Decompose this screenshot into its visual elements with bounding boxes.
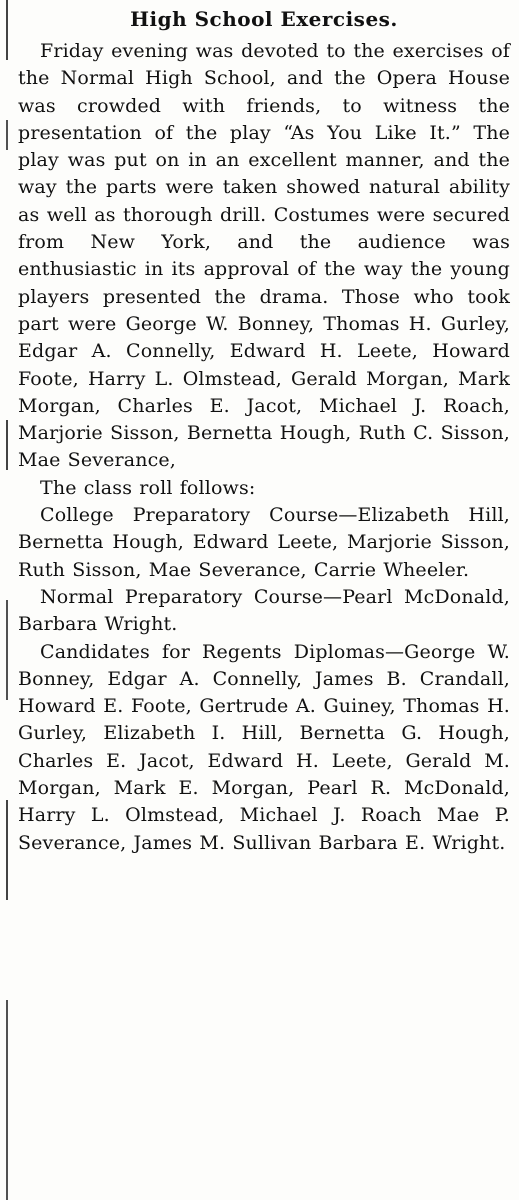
column-rule: [6, 0, 8, 1200]
article: [18, 6, 510, 857]
article-headline: High School Exercises.: [130, 7, 398, 31]
article-paragraph-class-roll: The class roll follows:: [40, 476, 256, 499]
article-paragraph-college-prep: College Preparatory Course—Elizabeth Hill, Bernetta Hough, Edward Leete, Marjorie Sisson, Ruth Sisson, Mae Severance, Carrie Wheeler.: [18, 504, 510, 581]
article-paragraph-intro: Friday evening was devoted to the exercises of the Normal High School, and the Opera House was crowded with friends, to witness the presentation of the play “As You Like It.” The play was put on in an excellent manner, and the way the parts were taken showed natural ability as well as thorough drill. Costumes were secured from New York, and the audience was enthusiastic in its approval of the way the young players presented the drama. Those who took part were George W. Bonney, Thomas H. Gurley, Edgar A. Connelly, Edward H. Leete, Howard Foote, Harry L. Olmstead, Gerald Morgan, Mark Morgan, Charles E. Jacot, Michael J. Roach, Marjorie Sisson, Bernetta Hough, Ruth C. Sisson, Mae Severance,: [18, 40, 510, 472]
article-paragraph-normal-prep: Normal Preparatory Course—Pearl McDonald, Barbara Wright.: [18, 585, 510, 636]
article-paragraph-regents-candidates: Candidates for Regents Diplomas—George W. Bonney, Edgar A. Connelly, James B. Crandall, Howard E. Foote, Gertrude A. Guiney, Thomas H. Gurley, Elizabeth I. Hill, Bernetta G. Hough, Charles E. Jacot, Edward H. Leete, Gerald M. Morgan, Mark E. Morgan, Pearl R. McDonald, Harry L. Olmstead, Michael J. Roach Mae P. Severance, James M. Sullivan Barbara E. Wright.: [18, 640, 510, 854]
